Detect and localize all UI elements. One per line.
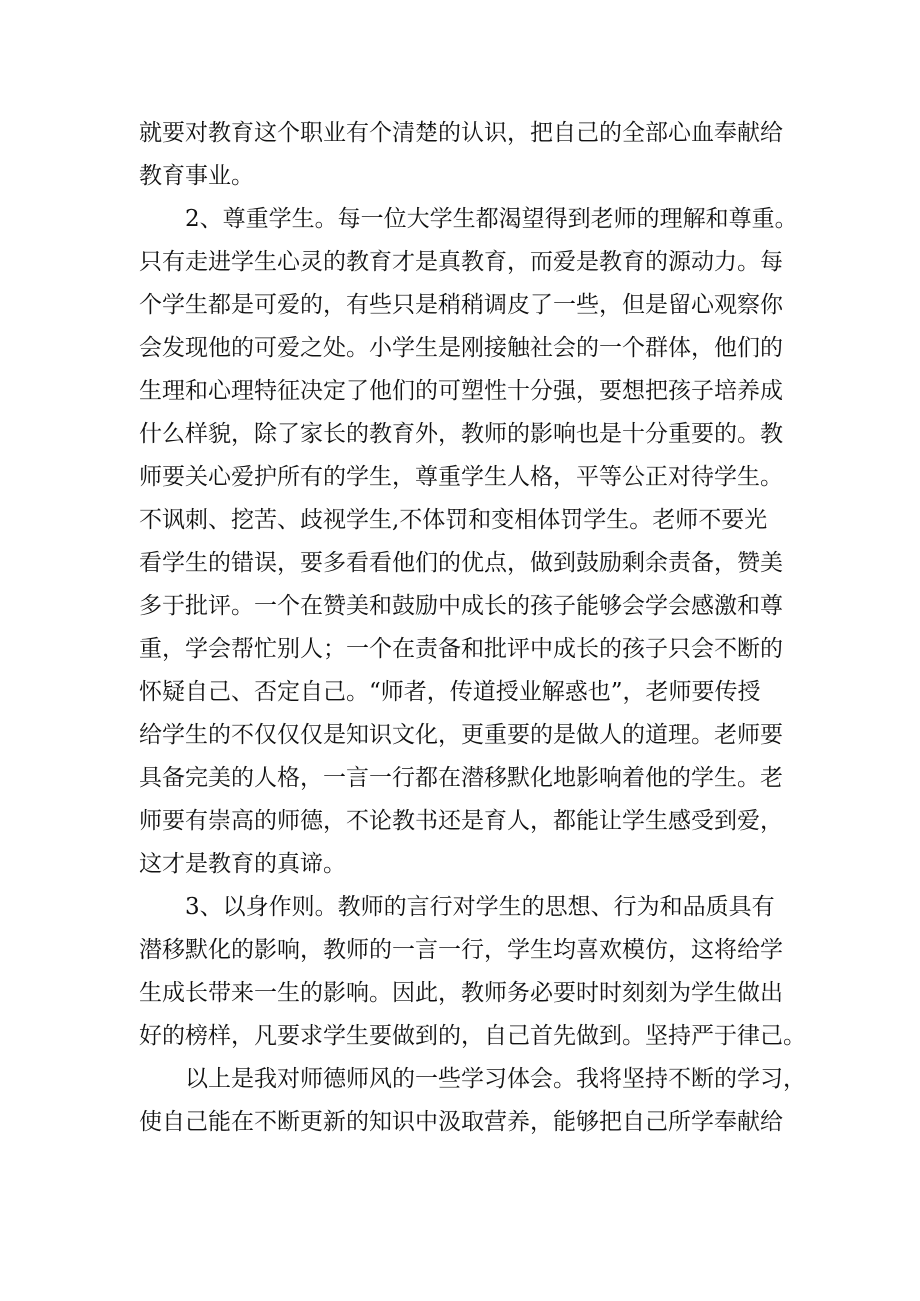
text-line: 就要对教育这个职业有个清楚的认识，把自己的全部心血奉献给 bbox=[139, 120, 783, 146]
text-line: 师要有崇高的师德，不论教书还是育人，都能让学生感受到爱， bbox=[139, 808, 783, 834]
text-line: 2、尊重学生。每一位大学生都渴望得到老师的理解和尊重。 bbox=[185, 206, 798, 232]
text-line: 只有走进学生心灵的教育才是真教育，而爱是教育的源动力。每 bbox=[139, 249, 783, 275]
text-line: 多于批评。一个在赞美和鼓励中成长的孩子能够会学会感激和尊 bbox=[139, 593, 783, 619]
text-line: 教育事业。 bbox=[139, 163, 254, 189]
text-line: 看学生的错误，要多看看他们的优点，做到鼓励剩余责备，赞美 bbox=[139, 550, 783, 576]
text-line: 潜移默化的影响，教师的一言一行，学生均喜欢模仿，这将给学 bbox=[139, 937, 783, 963]
text-line: 什么样貌，除了家长的教育外，教师的影响也是十分重要的。教 bbox=[139, 421, 783, 447]
text-line: 给学生的不仅仅仅是知识文化，更重要的是做人的道理。老师要 bbox=[139, 722, 783, 748]
text-line: 好的榜样，凡要求学生要做到的，自己首先做到。坚持严于律己。 bbox=[139, 1023, 806, 1049]
text-line: 个学生都是可爱的，有些只是稍稍调皮了一些，但是留心观察你 bbox=[139, 292, 783, 318]
text-line: 怀疑自己、否定自己。“师者，传道授业解惑也”，老师要传授 bbox=[139, 679, 761, 705]
text-line: 这才是教育的真谛。 bbox=[139, 851, 346, 877]
text-line: 会发现他的可爱之处。小学生是刚接触社会的一个群体，他们的 bbox=[139, 335, 783, 361]
text-line: 师要关心爱护所有的学生，尊重学生人格，平等公正对待学生。 bbox=[139, 464, 783, 490]
text-line: 生理和心理特征决定了他们的可塑性十分强，要想把孩子培养成 bbox=[139, 378, 783, 404]
text-line: 以上是我对师德师风的一些学习体会。我将坚持不断的学习， bbox=[185, 1066, 806, 1092]
text-line: 不讽刺、挖苦、歧视学生,不体罚和变相体罚学生。老师不要光 bbox=[139, 507, 768, 533]
text-line: 重，学会帮忙别人；一个在责备和批评中成长的孩子只会不断的 bbox=[139, 636, 783, 662]
text-line: 使自己能在不断更新的知识中汲取营养，能够把自己所学奉献给 bbox=[139, 1109, 783, 1135]
document-body bbox=[139, 112, 806, 1144]
text-line: 3、以身作则。教师的言行对学生的思想、行为和品质具有 bbox=[185, 894, 775, 920]
text-line: 生成长带来一生的影响。因此，教师务必要时时刻刻为学生做出 bbox=[139, 980, 783, 1006]
text-line: 具备完美的人格，一言一行都在潜移默化地影响着他的学生。老 bbox=[139, 765, 783, 791]
